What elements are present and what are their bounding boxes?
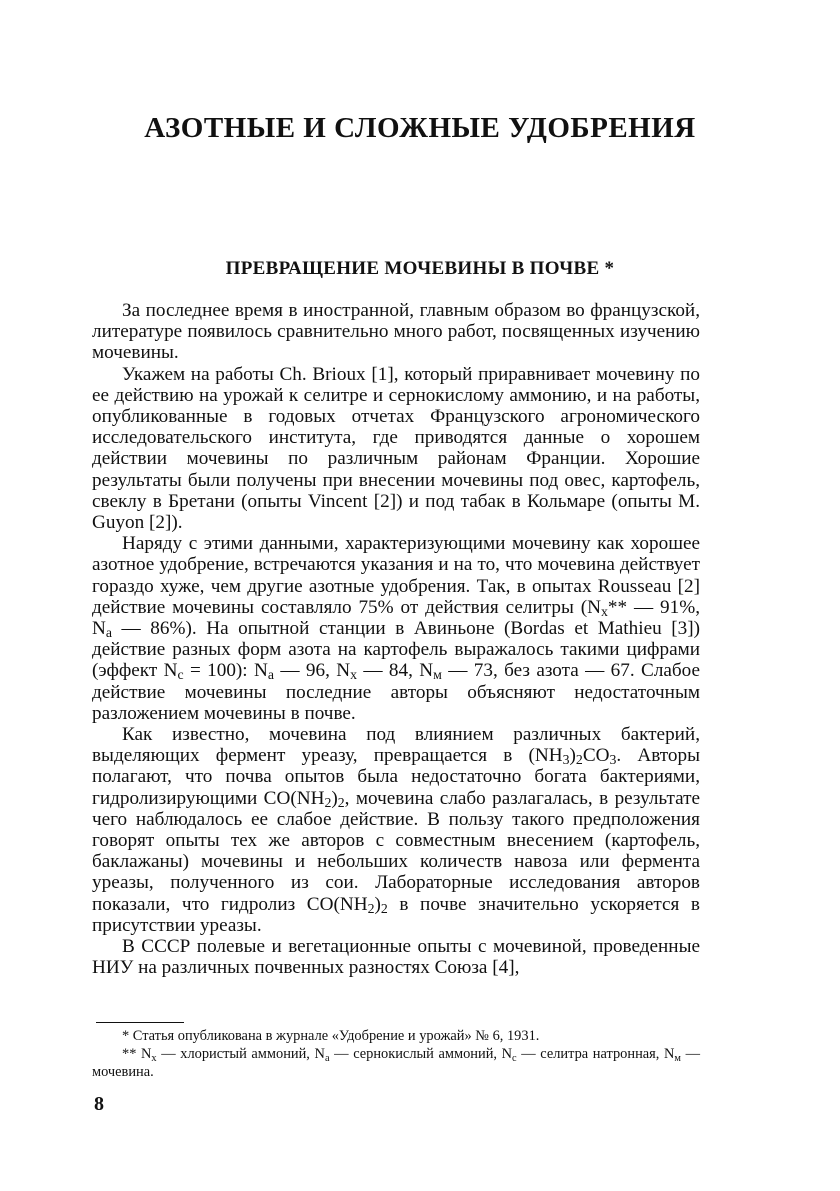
subscript: c xyxy=(512,1053,517,1064)
footnote-divider xyxy=(96,1022,184,1023)
subscript: c xyxy=(177,667,184,683)
subscript: a xyxy=(324,1053,330,1064)
text-run: ** N xyxy=(122,1046,152,1062)
page-number: 8 xyxy=(94,1093,104,1115)
text-run: — сернокислый аммоний, N xyxy=(329,1046,513,1062)
text-run: ) xyxy=(331,787,338,809)
subscript: x xyxy=(350,667,358,683)
subscript: a xyxy=(105,625,112,641)
paragraph-1: За последнее время в иностранной, главным образом во французской, литературе появилось сравнительно много работ, посвященных изучению мочевины. xyxy=(92,300,700,364)
subscript: 3 xyxy=(609,752,617,768)
paragraph-5: В СССР полевые и вегетационные опыты с мочевиной, проведенные НИУ на различных почвенных разностях Союза [4], xyxy=(92,936,700,979)
subscript: 2 xyxy=(324,794,332,810)
text-run: = 100): N xyxy=(183,660,268,682)
subscript: a xyxy=(267,667,274,683)
subscript: x xyxy=(600,603,608,619)
text-run: Наряду с этими данными, характеризующими мочевину как хорошее азотное удобрение, встречаются указания и на то, что мочевина действует гораздо хуже, чем другие азотные удобрения. Так, в опытах Rousseau [2] действие мочевины составляло 75% от действия селитры (N xyxy=(92,533,700,618)
paragraph-4 xyxy=(92,724,700,936)
text-run: — 96, N xyxy=(274,660,351,682)
subscript: 2 xyxy=(337,794,345,810)
text-run: — хлористый аммоний, N xyxy=(156,1046,325,1062)
subscript: м xyxy=(674,1053,681,1064)
subscript: x xyxy=(151,1053,157,1064)
text-run: . Авторы полагают, что почва опытов была недостаточно богата бактериями, гидролизирующими CO(NH xyxy=(92,745,700,809)
subscript: 2 xyxy=(380,900,388,916)
text-run: — мочевина. xyxy=(92,1046,700,1080)
text-run: — 86%). На опытной станции в Авиньоне (Bordas et Mathieu [3]) действие разных форм азота на картофель выражалось такими цифрами (эффект N xyxy=(92,618,700,682)
text-run: — 73, без азота — 67. Слабое действие мочевины последние авторы объясняют недостаточным разложением мочевины в почве. xyxy=(92,660,701,724)
text-run: — 84, N xyxy=(357,660,434,682)
text-run: ) xyxy=(569,745,576,767)
text-run: Как известно, мочевина под влиянием различных бактерий, выделяющих фермент уреазу, превращается в (NH xyxy=(92,724,700,767)
footnotes xyxy=(92,1027,700,1081)
article-title: ПРЕВРАЩЕНИЕ МОЧЕВИНЫ В ПОЧВЕ * xyxy=(225,258,615,279)
subscript: м xyxy=(433,667,442,683)
text-run: — селитра натронная, N xyxy=(516,1046,675,1062)
text-run: ** — 91%, N xyxy=(92,596,701,640)
text-run: ) xyxy=(374,893,381,915)
subscript: 2 xyxy=(367,900,375,916)
subscript: 2 xyxy=(575,752,583,768)
paragraph-3 xyxy=(92,533,700,724)
article-body xyxy=(92,300,700,979)
paragraph-2: Укажем на работы Ch. Brioux [1], который приравнивает мочевину по ее действию на урожай к селитре и сернокислому аммонию, и на работы, опубликованные в годовых отчетах Французского агрономического исследовательского института, где приводятся данные о хорошем действии мочевины по различным районам Франции. Хорошие результаты были получены при внесении мочевины под овес, картофель, свеклу в Бретани (опыты Vincent [2]) и под табак в Кольмаре (опыты M. Guyon [2]). xyxy=(92,363,700,534)
subscript: 3 xyxy=(562,752,570,768)
part-title: АЗОТНЫЕ И СЛОЖНЫЕ УДОБРЕНИЯ xyxy=(144,112,696,144)
text-run: в почве значительно ускоряется в присутствии уреазы. xyxy=(92,893,700,936)
text-run: , мочевина слабо разлагалась, в результате чего наблюдалось ее слабое действие. В пользу такого предположения говорят опыты тех же авторов с совместным внесением (картофель, баклажаны) мочевины и небольших количеств навоза или фермента уреазы, полученного из сои. Лабораторные исследования авторов показали, что гидролиз CO(NH xyxy=(92,787,700,915)
text-run: CO xyxy=(582,745,610,767)
footnote-1: * Статья опубликована в журнале «Удобрение и урожай» № 6, 1931. xyxy=(122,1028,540,1044)
footnote-2 xyxy=(92,1045,700,1081)
